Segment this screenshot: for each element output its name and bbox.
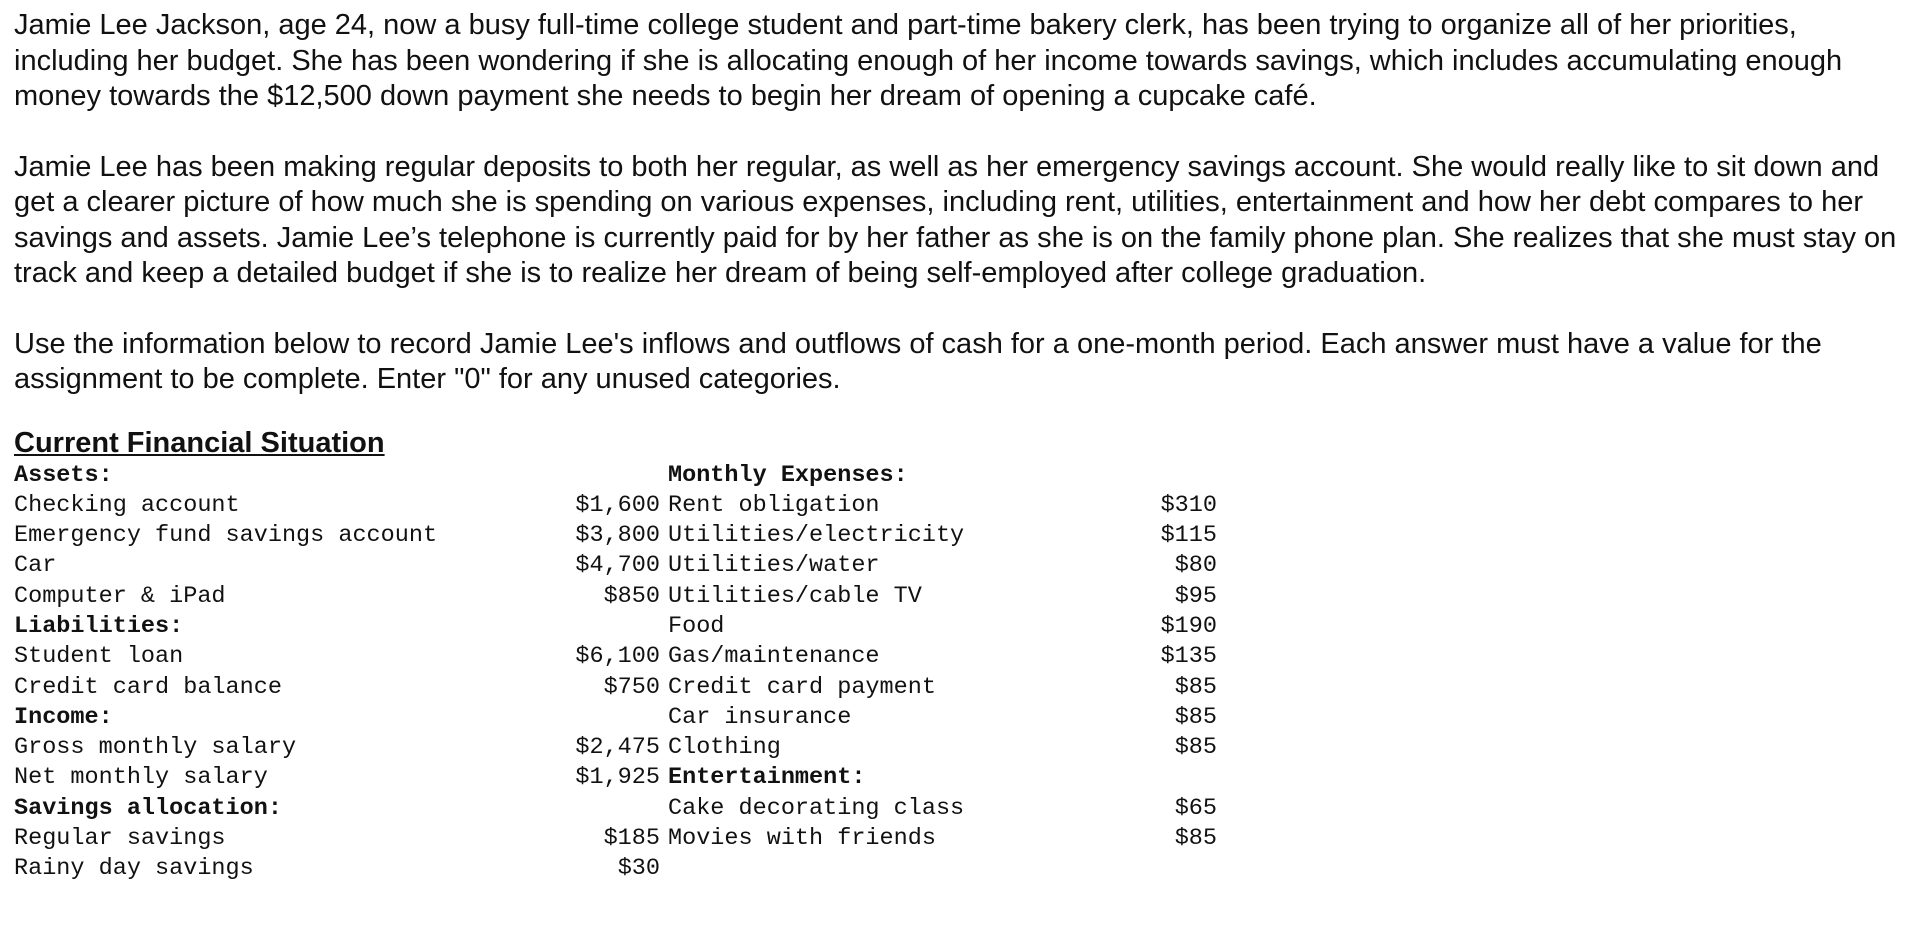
right-row-label: Food xyxy=(668,612,725,640)
right-row-amount xyxy=(1145,461,1217,491)
right-row-label: Utilities/cable TV xyxy=(668,582,922,610)
context-paragraph: Jamie Lee has been making regular deposits to both her regular, as well as her emergency savings account. She would really like to sit down and get a clearer picture of how much she is spending on various expenses, including rent, utilities, entertainment and how her debt compares to her savings and assets. Jamie Lee’s telephone is currently paid for by her father as she is on the family phone plan. She realizes that she must stay on track and keep a detailed budget if she is to realize her dream of being self-employed after college graduation. xyxy=(14,150,1897,289)
left-row-label: Credit card balance xyxy=(14,673,282,701)
left-row-amount: $30 xyxy=(617,855,660,883)
right-row-label: Car insurance xyxy=(668,703,852,731)
right-row-label: Gas/maintenance xyxy=(668,643,880,671)
left-row-amount xyxy=(544,703,660,733)
right-row-label: Rent obligation xyxy=(668,491,880,519)
left-row-label: Rainy day savings xyxy=(14,855,254,883)
instructions-paragraph: Use the information below to record Jamie Lee's inflows and outflows of cash for a one-month period. Each answer must have a value for the assignment to be complete. Enter "0" for any unused categories. xyxy=(14,327,1822,395)
right-row-label: Cake decorating class xyxy=(668,794,965,822)
left-row-amount: $3,800 xyxy=(575,522,660,550)
right-row-amount: $80 xyxy=(1174,552,1217,580)
right-row-amount: $85 xyxy=(1174,703,1217,731)
right-row-label: Clothing xyxy=(668,734,781,762)
right-row-label: Utilities/electricity xyxy=(668,522,965,550)
right-row-amount: $135 xyxy=(1160,643,1217,671)
right-row-label: Entertainment: xyxy=(668,764,866,792)
left-row-label: Savings allocation: xyxy=(14,794,282,822)
left-row-amount: $4,700 xyxy=(575,552,660,580)
section-title: Current Financial Situation xyxy=(14,426,385,459)
left-row-amount: $6,100 xyxy=(575,643,660,671)
left-row-amount xyxy=(544,794,660,824)
right-row-amount: $65 xyxy=(1174,794,1217,822)
left-row-amount: $2,475 xyxy=(575,734,660,762)
left-row-label: Checking account xyxy=(14,491,240,519)
left-row-label: Income: xyxy=(14,703,113,731)
intro-paragraph: Jamie Lee Jackson, age 24, now a busy full-time college student and part-time bakery clerk, has been trying to organize all of her priorities, including her budget. She has been wondering if she is allocating enough of her income towards savings, which includes accumulating enough money towards the $12,500 down payment she needs to begin her dream of opening a cupcake café. xyxy=(14,9,1843,112)
right-row-label: Monthly Expenses: xyxy=(668,461,908,489)
left-row-label: Emergency fund savings account xyxy=(14,522,438,550)
right-row-amount xyxy=(1145,763,1217,793)
right-row-amount: $310 xyxy=(1160,491,1217,519)
left-row-label: Car xyxy=(14,552,57,580)
left-row-amount xyxy=(544,612,660,642)
right-row-amount: $85 xyxy=(1174,825,1217,853)
left-row-label: Assets: xyxy=(14,461,113,489)
left-row-amount: $1,600 xyxy=(575,491,660,519)
left-row-amount: $750 xyxy=(603,673,660,701)
left-row-amount: $185 xyxy=(603,825,660,853)
left-row-amount: $850 xyxy=(603,582,660,610)
left-row-label: Student loan xyxy=(14,643,184,671)
left-row-label: Regular savings xyxy=(14,825,226,853)
left-row-label: Liabilities: xyxy=(14,612,184,640)
right-row-amount xyxy=(1145,854,1217,884)
right-row-label: Movies with friends xyxy=(668,825,936,853)
left-row-label: Gross monthly salary xyxy=(14,734,297,762)
left-row-label: Computer & iPad xyxy=(14,582,226,610)
financial-table xyxy=(14,461,1911,885)
right-row-label xyxy=(660,854,1145,884)
right-row-label: Credit card payment xyxy=(668,673,936,701)
left-row-amount xyxy=(544,461,660,491)
right-row-amount: $85 xyxy=(1174,734,1217,762)
right-row-label: Utilities/water xyxy=(668,552,880,580)
right-row-amount: $115 xyxy=(1160,522,1217,550)
right-row-amount: $190 xyxy=(1160,612,1217,640)
right-row-amount: $85 xyxy=(1174,673,1217,701)
left-row-amount: $1,925 xyxy=(575,764,660,792)
right-row-amount: $95 xyxy=(1174,582,1217,610)
left-row-label: Net monthly salary xyxy=(14,764,268,792)
